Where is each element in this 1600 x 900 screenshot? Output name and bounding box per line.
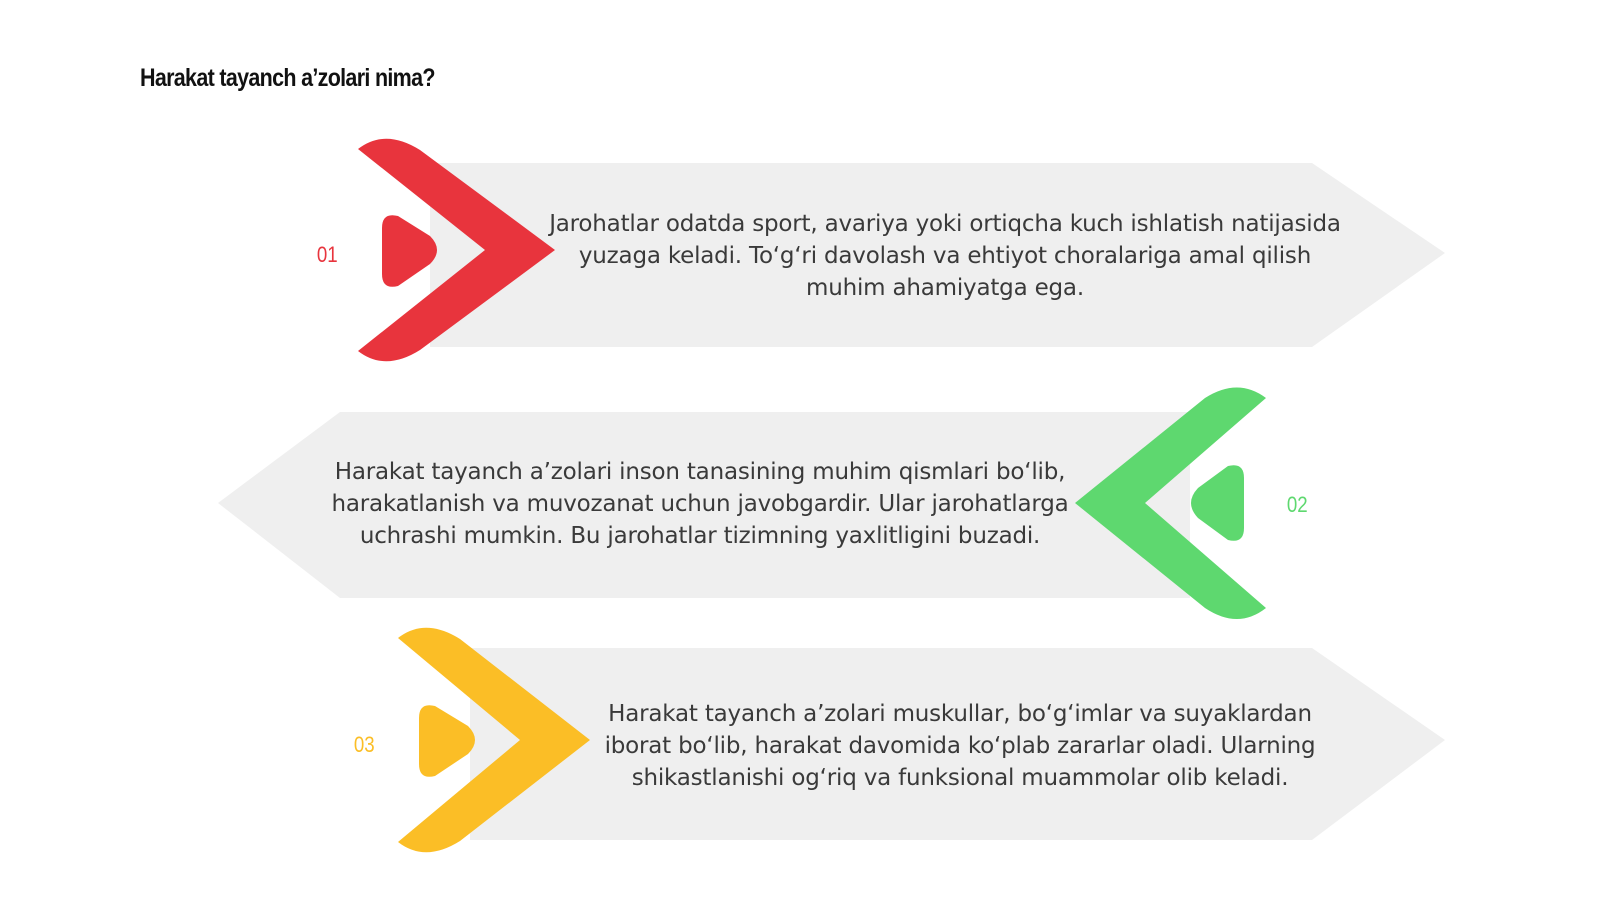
item-1-play-shape bbox=[382, 215, 437, 287]
item-1-number: 01 bbox=[316, 242, 338, 267]
item-2-text: Harakat tayanch a’zolari inson tanasining muhim qismlari bo‘lib, harakatlanish va muvozanat uchun javobgardir. Ular jarohatlarga uchrashi mumkin. Bu jarohatlar tizimning yaxlitligini buzadi. bbox=[331, 459, 1069, 549]
item-2-number: 02 bbox=[1286, 492, 1308, 517]
item-2-play-shape bbox=[1191, 465, 1244, 541]
item-1-text: Jarohatlar odatda sport, avariya yoki ortiqcha kuch ishlatish natijasida yuzaga keladi. To‘g‘ri davolash va ehtiyot choralariga amal qilish muhim ahamiyatga ega. bbox=[549, 211, 1341, 301]
item-3-text: Harakat tayanch a’zolari muskullar, bo‘g‘imlar va suyaklardan iborat bo‘lib, harakat davomida ko‘plab zararlar oladi. Ularning shikastlanishi og‘riq va funksional muammolar olib keladi. bbox=[604, 701, 1316, 791]
item-3-number: 03 bbox=[353, 732, 375, 757]
item-3-play-shape bbox=[419, 705, 475, 777]
page-title: Harakat tayanch a’zolari nima? bbox=[140, 64, 435, 92]
